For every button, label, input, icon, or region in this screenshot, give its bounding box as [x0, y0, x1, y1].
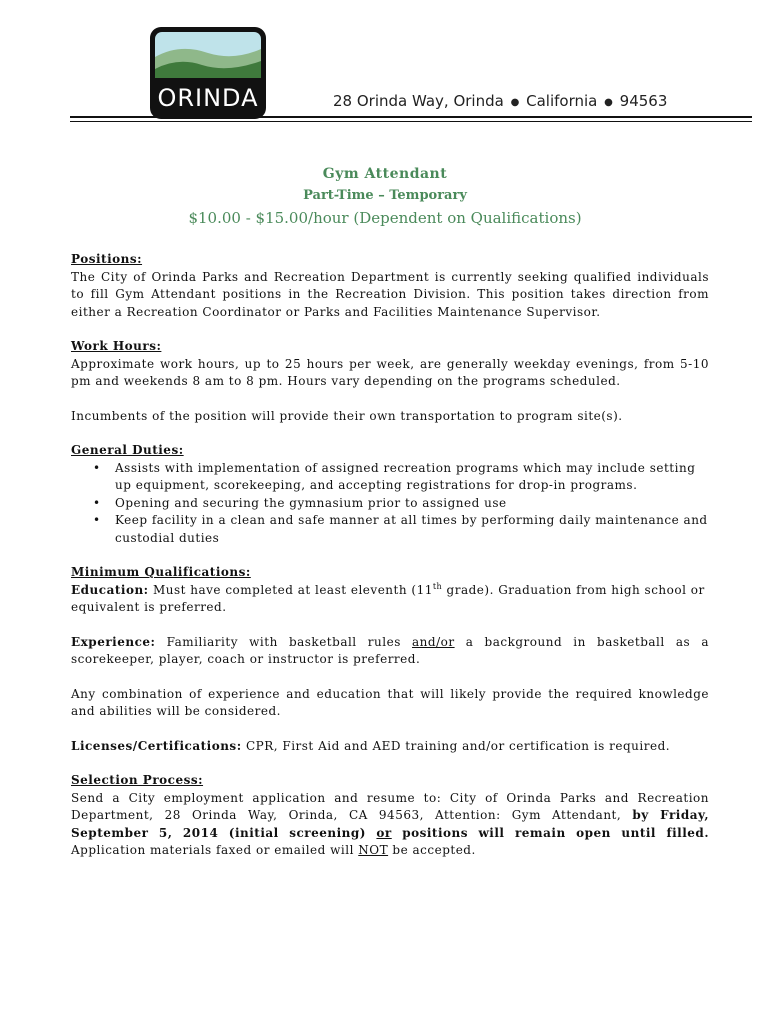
positions-text: The City of Orinda Parks and Recreation Department is currently seeking qualified individuals to fill Gym Attendant positions in the Recreation Division. This position takes direction from either a Recreation Coordinator or Parks and Facilities Maintenance Supervisor.	[71, 269, 709, 319]
licenses-paragraph	[71, 738, 709, 756]
selection-open: positions will remain open until filled.	[391, 825, 709, 840]
job-title: Gym Attendant	[322, 166, 448, 182]
transport-section	[71, 408, 709, 426]
general-duties-section	[71, 442, 709, 547]
letterhead-address	[333, 92, 667, 110]
address-street: 28 Orinda Way, Orinda	[333, 92, 504, 110]
address-state: California	[526, 92, 598, 110]
list-item: • Opening and securing the gymnasium prior to assigned use	[115, 495, 709, 513]
education-text-pre: Must have completed at least eleventh (11	[152, 582, 433, 597]
selection-heading: Selection Process:	[71, 773, 204, 787]
selection-text-mid: Application materials faxed or emailed will	[71, 843, 359, 857]
education-superscript: th	[432, 581, 443, 591]
education-paragraph	[71, 582, 709, 617]
experience-text-post: a background in basketball as a scorekeeper, player, coach or instructor is preferred.	[71, 634, 709, 666]
letterhead-rule-thin	[70, 121, 752, 122]
job-pay: $10.00 - $15.00/hour (Dependent on Qualifications)	[188, 209, 582, 227]
list-item: • Assists with implementation of assigned recreation programs which may include setting up equipment, scorekeeping, and accepting registrations for drop-in programs.	[115, 460, 709, 495]
bullet-icon: ●	[604, 97, 613, 108]
duties-list	[71, 460, 709, 548]
bullet-icon: ●	[510, 97, 520, 108]
logo-text: ORINDA	[157, 84, 259, 112]
licenses-text: CPR, First Aid and AED training and/or certification is required.	[245, 738, 671, 753]
selection-section	[71, 772, 709, 860]
general-duties-heading: General Duties:	[71, 443, 184, 457]
licenses-label: Licenses/Certifications:	[71, 738, 242, 753]
job-title-block	[0, 164, 770, 230]
selection-text	[71, 790, 709, 860]
combination-paragraph: Any combination of experience and education that will likely provide the required knowledge and abilities will be considered.	[71, 686, 709, 718]
job-description-body	[71, 251, 709, 877]
education-text-post: grade). Graduation from high school or equivalent is preferred.	[71, 582, 705, 614]
experience-paragraph	[71, 634, 709, 669]
work-hours-text: Approximate work hours, up to 25 hours per week, are generally weekday evenings, from 5-10 pm and weekends 8 am to 8 pm. Hours vary depending on the programs scheduled.	[71, 356, 709, 388]
positions-heading: Positions:	[71, 252, 143, 266]
selection-deadline: by Friday, September 5, 2014 (initial screening)	[71, 808, 710, 840]
letterhead-rule-thick	[70, 116, 752, 118]
experience-text-pre: Familiarity with basketball rules	[166, 634, 413, 649]
experience-andor: and/or	[412, 634, 455, 649]
selection-or: or	[376, 825, 392, 840]
selection-text-pre: Send a City employment application and resume to: City of Orinda Parks and Recreation Department, 28 Orinda Way, Orinda, CA 94563, Attention: Gym Attendant,	[71, 790, 709, 822]
work-hours-heading: Work Hours:	[71, 339, 162, 353]
work-hours-section	[71, 338, 709, 391]
min-quals-heading: Minimum Qualifications:	[71, 565, 251, 579]
job-type: Part-Time – Temporary	[303, 188, 467, 203]
education-label: Education:	[71, 582, 149, 597]
address-zip: 94563	[619, 92, 668, 110]
transport-text: Incumbents of the position will provide their own transportation to program site(s).	[71, 408, 623, 423]
selection-text-end: be accepted.	[388, 843, 476, 857]
list-item: • Keep facility in a clean and safe manner at all times by performing daily maintenance and custodial duties	[115, 512, 709, 547]
orinda-logo	[150, 27, 266, 119]
min-quals-section	[71, 564, 709, 617]
selection-not: NOT	[358, 843, 389, 857]
positions-section	[71, 251, 709, 321]
experience-label: Experience:	[71, 634, 156, 649]
